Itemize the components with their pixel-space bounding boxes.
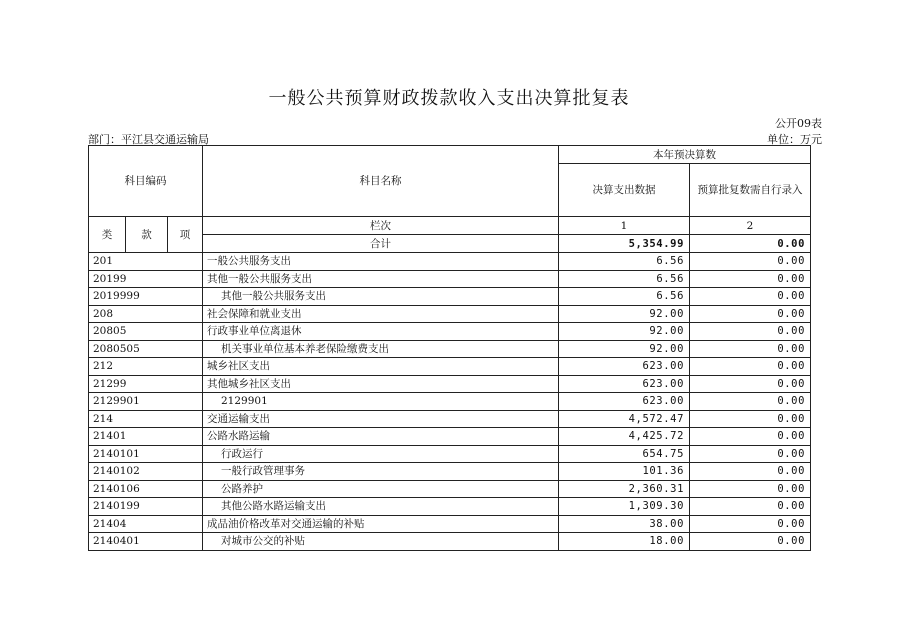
row-name: 对城市公交的补贴 xyxy=(203,533,559,551)
table-row xyxy=(89,253,811,271)
row-col1: 623.00 xyxy=(559,393,690,411)
row-name: 其他一般公共服务支出 xyxy=(203,270,559,288)
row-name: 2129901 xyxy=(203,393,559,411)
row-col2: 0.00 xyxy=(690,515,811,533)
header-col2-index: 2 xyxy=(690,217,811,235)
row-name: 行政运行 xyxy=(203,445,559,463)
header-subject-code: 科目编码 xyxy=(89,146,203,217)
row-code: 2140106 xyxy=(89,480,203,498)
row-name: 行政事业单位离退休 xyxy=(203,323,559,341)
row-name: 公路水路运输 xyxy=(203,428,559,446)
row-code: 2129901 xyxy=(89,393,203,411)
row-name: 一般行政管理事务 xyxy=(203,463,559,481)
row-name: 机关事业单位基本养老保险缴费支出 xyxy=(203,340,559,358)
table-row xyxy=(89,463,811,481)
row-code: 21401 xyxy=(89,428,203,446)
budget-table xyxy=(88,145,811,551)
row-code: 2140199 xyxy=(89,498,203,516)
row-col1: 38.00 xyxy=(559,515,690,533)
row-col2: 0.00 xyxy=(690,445,811,463)
row-code: 214 xyxy=(89,410,203,428)
header-xiang: 项 xyxy=(168,217,203,253)
row-col1: 1,309.30 xyxy=(559,498,690,516)
row-col1: 4,572.47 xyxy=(559,410,690,428)
table-row xyxy=(89,340,811,358)
row-col2: 0.00 xyxy=(690,323,811,341)
row-name: 其他城乡社区支出 xyxy=(203,375,559,393)
table-row xyxy=(89,515,811,533)
row-col1: 18.00 xyxy=(559,533,690,551)
department-label: 部门：平江县交通运输局 xyxy=(88,133,209,146)
row-col2: 0.00 xyxy=(690,358,811,376)
row-name: 一般公共服务支出 xyxy=(203,253,559,271)
header-subject-name: 科目名称 xyxy=(203,146,559,217)
header-lei: 类 xyxy=(89,217,126,253)
table-row xyxy=(89,498,811,516)
header-col1: 决算支出数据 xyxy=(559,164,690,217)
row-code: 212 xyxy=(89,358,203,376)
row-code: 2080505 xyxy=(89,340,203,358)
row-code: 201 xyxy=(89,253,203,271)
row-name: 其他一般公共服务支出 xyxy=(203,288,559,306)
table-row xyxy=(89,428,811,446)
table-row xyxy=(89,305,811,323)
row-col2: 0.00 xyxy=(690,428,811,446)
table-row xyxy=(89,358,811,376)
table-row xyxy=(89,393,811,411)
row-col1: 92.00 xyxy=(559,323,690,341)
page-title: 一般公共预算财政拨款收入支出决算批复表 xyxy=(268,88,630,109)
row-col1: 6.56 xyxy=(559,288,690,306)
row-name: 公路养护 xyxy=(203,480,559,498)
table-row xyxy=(89,410,811,428)
table-row xyxy=(89,533,811,551)
row-col1: 101.36 xyxy=(559,463,690,481)
header-kuan: 款 xyxy=(126,217,168,253)
row-col2: 0.00 xyxy=(690,480,811,498)
row-name: 城乡社区支出 xyxy=(203,358,559,376)
row-col1: 623.00 xyxy=(559,375,690,393)
row-code: 2140401 xyxy=(89,533,203,551)
form-number: 公开09表 xyxy=(775,117,822,130)
table-row xyxy=(89,480,811,498)
row-col1: 6.56 xyxy=(559,270,690,288)
table-row xyxy=(89,270,811,288)
row-col2: 0.00 xyxy=(690,305,811,323)
row-code: 21299 xyxy=(89,375,203,393)
row-col1: 623.00 xyxy=(559,358,690,376)
row-name: 社会保障和就业支出 xyxy=(203,305,559,323)
row-code: 2019999 xyxy=(89,288,203,306)
table-row xyxy=(89,445,811,463)
row-col2: 0.00 xyxy=(690,253,811,271)
row-name: 其他公路水路运输支出 xyxy=(203,498,559,516)
header-current-year: 本年预决算数 xyxy=(559,146,811,164)
row-col2: 0.00 xyxy=(690,393,811,411)
row-col2: 0.00 xyxy=(690,533,811,551)
row-col2: 0.00 xyxy=(690,270,811,288)
row-code: 2140101 xyxy=(89,445,203,463)
row-code: 21404 xyxy=(89,515,203,533)
row-code: 2140102 xyxy=(89,463,203,481)
row-name: 交通运输支出 xyxy=(203,410,559,428)
table-row xyxy=(89,375,811,393)
header-row-index: 栏次 xyxy=(203,217,559,235)
header-col1-index: 1 xyxy=(559,217,690,235)
row-col2: 0.00 xyxy=(690,463,811,481)
total-label: 合计 xyxy=(203,235,559,253)
row-col2: 0.00 xyxy=(690,288,811,306)
row-col2: 0.00 xyxy=(690,340,811,358)
row-col1: 654.75 xyxy=(559,445,690,463)
header-col2: 预算批复数需自行录入 xyxy=(690,164,811,217)
row-col2: 0.00 xyxy=(690,498,811,516)
row-code: 208 xyxy=(89,305,203,323)
table-body xyxy=(89,253,811,551)
row-col1: 4,425.72 xyxy=(559,428,690,446)
total-col1: 5,354.99 xyxy=(559,235,690,253)
row-col1: 92.00 xyxy=(559,340,690,358)
row-col1: 6.56 xyxy=(559,253,690,271)
table-row xyxy=(89,323,811,341)
row-name: 成品油价格改革对交通运输的补贴 xyxy=(203,515,559,533)
row-col1: 92.00 xyxy=(559,305,690,323)
row-col1: 2,360.31 xyxy=(559,480,690,498)
row-code: 20199 xyxy=(89,270,203,288)
row-col2: 0.00 xyxy=(690,375,811,393)
row-col2: 0.00 xyxy=(690,410,811,428)
total-col2: 0.00 xyxy=(690,235,811,253)
row-code: 20805 xyxy=(89,323,203,341)
table-row xyxy=(89,288,811,306)
unit-label: 单位：万元 xyxy=(767,133,822,146)
